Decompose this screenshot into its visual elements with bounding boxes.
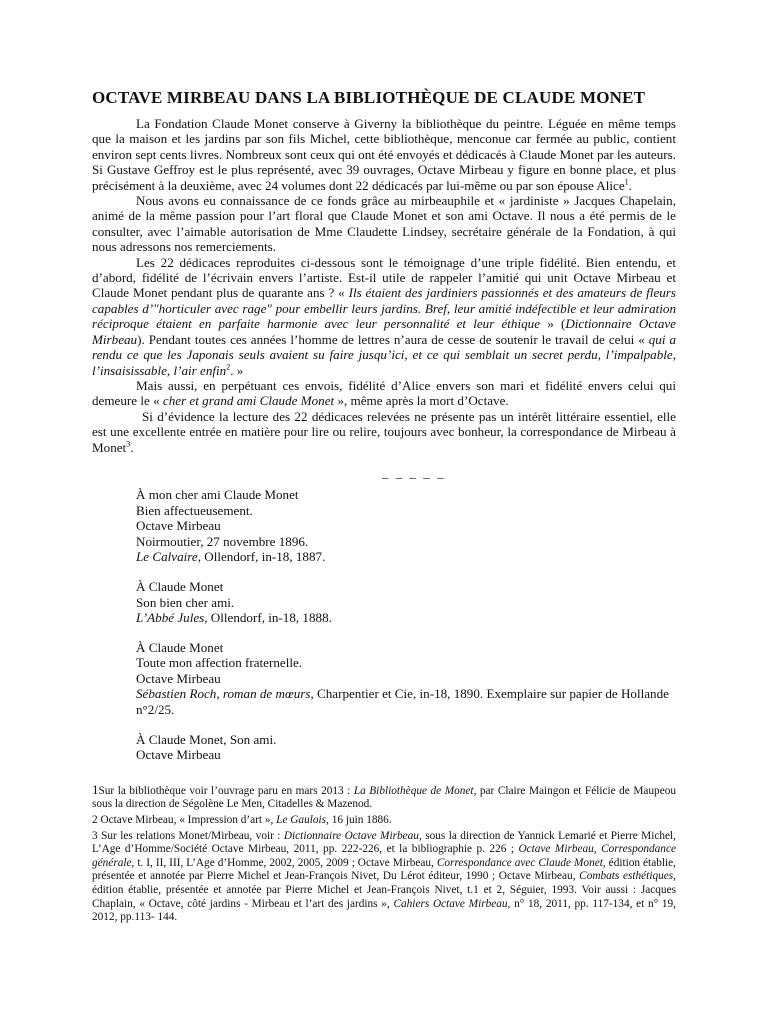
dedication-3-book: Sébastien Roch, roman de mœurs, Charpentier et Cie, in-18, 1890. Exemplaire sur papier de Hollande n°2/25.: [136, 686, 669, 718]
paragraph-4: Mais aussi, en perpétuant ces envois, fidélité d’Alice envers son mari et fidélité envers celui qui demeure le « cher et grand ami Claude Monet », même après la mort d’Octave.: [92, 377, 676, 409]
page-title: OCTAVE MIRBEAU DANS LA BIBLIOTHÈQUE DE CLAUDE MONET: [92, 88, 646, 107]
dedication-2: À Claude Monet Son bien cher ami. L’Abbé Jules, Ollendorf, in-18, 1888.: [136, 579, 676, 626]
article-body: [92, 116, 676, 455]
footnote-ref-2[interactable]: 2: [226, 362, 231, 372]
dedication-1: À mon cher ami Claude Monet Bien affectueusement. Octave Mirbeau Noirmoutier, 27 novembre 1896. Le Calvaire, Ollendorf, in-18, 1887.: [136, 487, 676, 565]
footnote-2: 2 Octave Mirbeau, « Impression d’art », Le Gaulois, 16 juin 1886.: [92, 814, 392, 827]
paragraph-1: La Fondation Claude Monet conserve à Giverny la bibliothèque du peintre. Léguée en même temps que la maison et les jardins par son fils Michel, cette bibliothèque, menconue car fermée au public, contient environ sept cents livres. Nombreux sont ceux qui ont été envoyés et dédicacés à Claude Monet par les auteurs. Si Gustave Geffroy est le plus représenté, avec 39 ouvrages, Octave Mirbeau y figure en bonne place, et plus précisément à la deuxième, avec 24 volumes dont 22 dédicacés par lui-même ou par son épouse Alice$^1$.: [92, 116, 676, 193]
quote-japonais: qui a rendu ce que les Japonais seuls avaient su faire jusqu’ici, et ce qui semblait un secret perdu, l’impalpable, l’insaisissable, l’air enfin: [92, 331, 676, 378]
book-title-dictionnaire: Dictionnaire Octave Mirbeau: [92, 316, 676, 347]
footnote-ref-3[interactable]: 3: [126, 439, 131, 449]
footnote-1: 1Sur la bibliothèque voir l’ouvrage paru en mars 2013 : La Bibliothèque de Monet, par Claire Maingon et Félicie de Maupeou sous la direction de Ségolène Le Men, Citadelles & Mazenod.: [92, 781, 676, 811]
quote-dictionnaire: Ils étaient des jardiniers passionnés et des amateurs de fleurs capables d’"horticuler avec rage" pour embellir leurs jardins. Bref, leur amitié indéfectible et leur admiration réciproque étaient en parfaite harmonie avec leur personnalité et leur éthique: [92, 285, 676, 332]
paragraph-1-text: La Fondation Claude Monet conserve à Giverny la bibliothèque du peintre. Léguée en même temps que la maison et les jardins par son fils Michel, cette bibliothèque, menconue car fermée au public, contient environ sept cents livres. Nombreux sont ceux qui ont été envoyés et dédicacés à Claude Monet par les auteurs. Si Gustave Geffroy est le plus représenté, avec 39 ouvrages, Octave Mirbeau y figure en bonne place, et plus précisément à la deuxième, avec 24 volumes dont 22 dédicacés par lui-même ou par son épouse Alice: [92, 116, 676, 193]
section-separator: _ _ _ _ _: [382, 464, 446, 480]
footnote-ref-1[interactable]: 1: [624, 177, 629, 187]
quote-cher-ami: cher et grand ami Claude Monet: [162, 393, 335, 409]
dedication-4: À Claude Monet, Son ami. Octave Mirbeau: [136, 731, 277, 763]
paragraph-5: Si d’évidence la lecture des 22 dédicaces relevées ne présente pas un intérêt littéraire essentiel, elle est une excellente entrée en matière pour lire ou relire, toujours avec bonheur, la correspondance de Mirbeau à Monet$^3$.: [92, 408, 676, 455]
dedications-list: [136, 487, 676, 763]
dedication-2-book: L’Abbé Jules, Ollendorf, in-18, 1888.: [136, 610, 332, 626]
footnotes: [92, 783, 676, 925]
dedication-3: À Claude Monet Toute mon affection fraternelle. Octave Mirbeau Sébastien Roch, roman de mœurs, Charpentier et Cie, in-18, 1890. Exemplaire sur papier de Hollande n°2/25.: [136, 640, 676, 718]
footnote-3: 3 Sur les relations Monet/Mirbeau, voir : Dictionnaire Octave Mirbeau, sous la direction de Yannick Lemarié et Pierre Michel, L’Age d’Homme/Société Octave Mirbeau, 2011, pp. 222-226, et la bibliographie p. 226 ; Octave Mirbeau, Correspondance générale, t. I, II, III, L’Age d’Homme, 2002, 2005, 2009 ; Octave Mirbeau, Correspondance avec Claude Monet, édition établie, présentée et annotée par Pierre Michel et Jean-François Nivet, Du Lérot éditeur, 1990 ; Octave Mirbeau, Combats esthétiques, édition établie, présentée et annotée par Pierre Michel et Jean-François Nivet, t.1 et 2, Séguier, 1993. Voir aussi : Jacques Chaplain, « Octave, côté jardins - Mirbeau et l’art des jardins », Cahiers Octave Mirbeau, n° 18, 2011, pp. 117-134, et n° 19, 2012, pp.113- 144.: [92, 829, 676, 924]
paragraph-2: Nous avons eu connaissance de ce fonds grâce au mirbeauphile et « jardiniste » Jacques Chapelain, animé de la même passion pour l’art floral que Claude Monet et son ami Octave. Il nous a été permis de le consulter, avec l’aimable autorisation de Mme Claudette Lindsey, secrétaire générale de la Fondation, à qui nous adressons nos remerciements.: [92, 193, 676, 255]
paragraph-3: Les 22 dédicaces reproduites ci-dessous sont le témoignage d’une triple fidélité. Bien entendu, et d’abord, fidélité de l’écrivain envers l’artiste. Est-il utile de rappeler l’amitié qui unit Octave Mirbeau et Claude Monet pendant plus de quarante ans ? « Ils étaient des jardiniers passionnés et des amateurs de fleurs capables d’"horticuler avec rage" pour embellir leurs jardins. Bref, leur amitié indéfectible et leur admiration réciproque étaient en parfaite harmonie avec leur personnalité et leur éthique » (Dictionnaire Octave Mirbeau). Pendant toutes ces années l’homme de lettres n’aura de cesse de soutenir le travail de celui « qui a rendu ce que les Japonais seuls avaient su faire jusqu’ici, et ce qui semblait un secret perdu, l’impalpable, l’insaisissable, l’air enfin$^2$. »: [92, 254, 676, 378]
dedication-1-book: Le Calvaire, Ollendorf, in-18, 1887.: [136, 549, 326, 565]
